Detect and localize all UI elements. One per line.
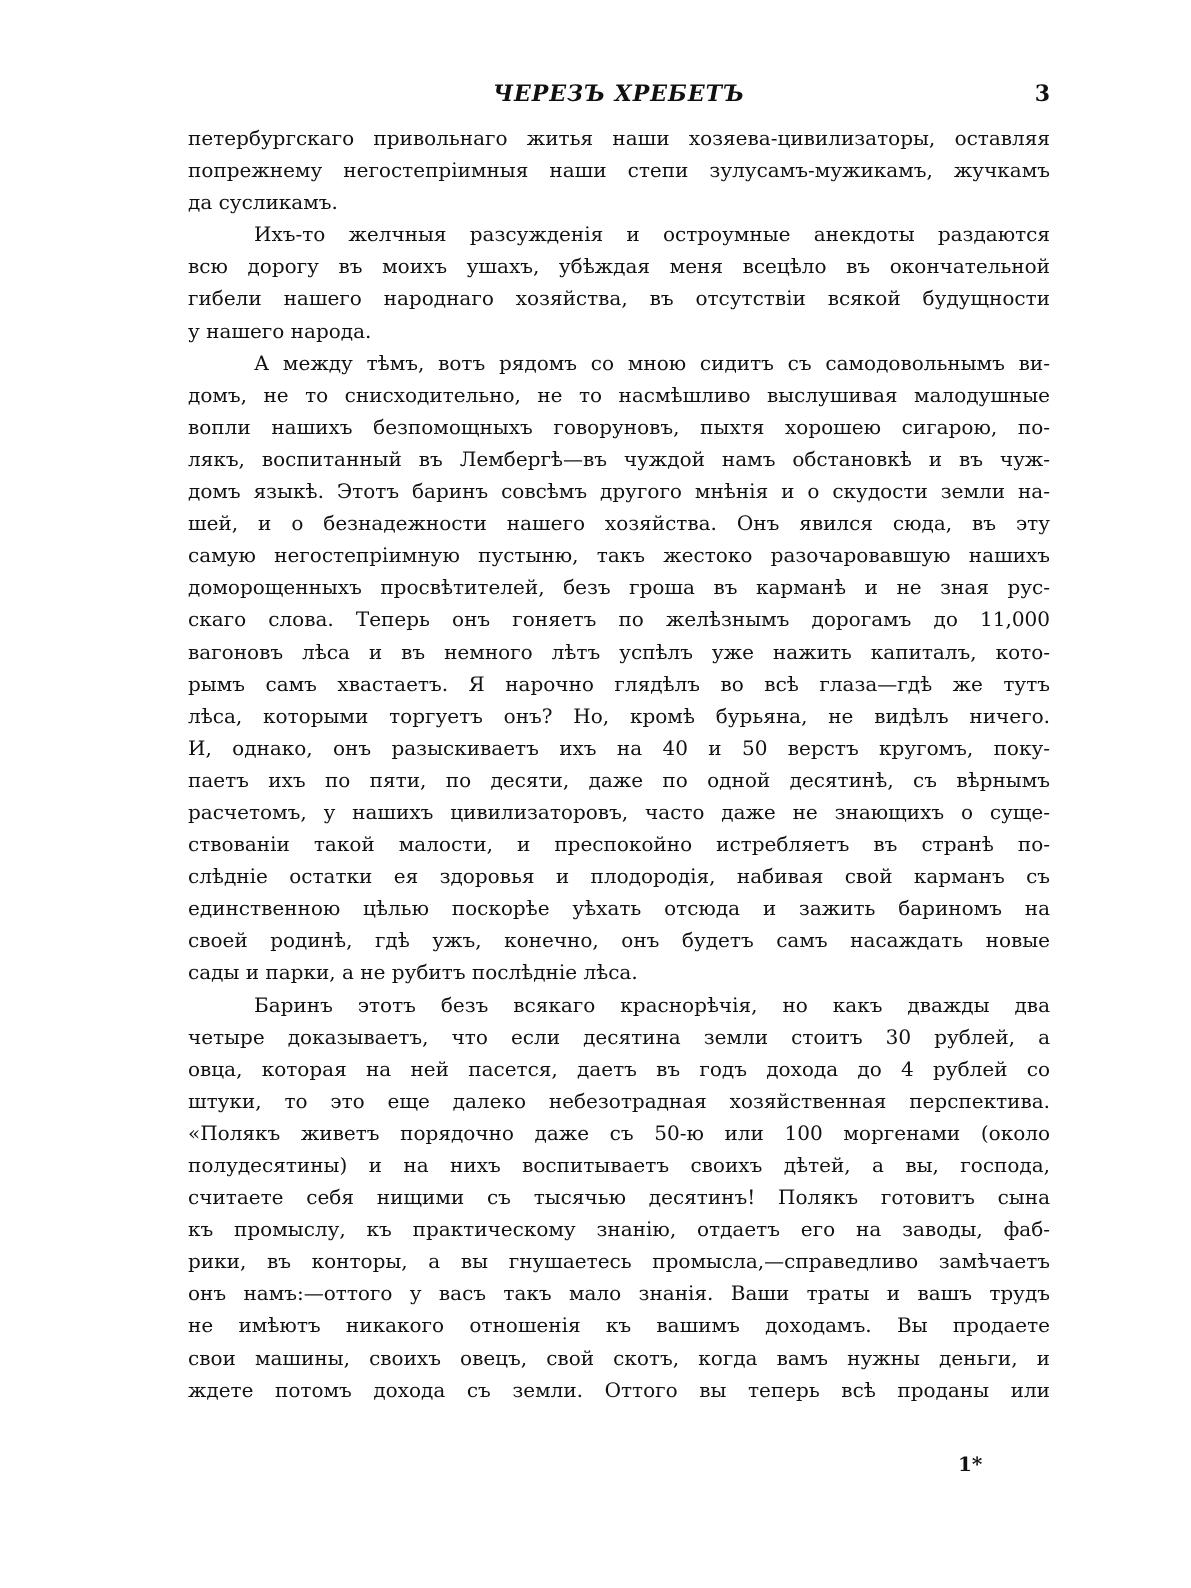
text-line: овца, которая на ней пасется, даетъ въ годъ дохода до 4 рублей со xyxy=(188,1056,1050,1081)
text-line: ждете потомъ дохода съ земли. Оттого вы теперь всѣ проданы или xyxy=(188,1377,1050,1402)
text-line: домъ языкѣ. Этотъ баринъ совсѣмъ другого мнѣнія и о скудости земли на- xyxy=(188,479,1050,504)
paragraph-3 xyxy=(188,347,1050,989)
body-text xyxy=(188,122,1050,1406)
text-line: Баринъ этотъ безъ всякаго краснорѣчія, но какъ дважды два xyxy=(254,992,1050,1017)
text-line: паетъ ихъ по пяти, по десяти, даже по одной десятинѣ, съ вѣрнымъ xyxy=(188,767,1050,792)
text-line: лякъ, воспитанный въ Лембергѣ—въ чуждой намъ обстановкѣ и въ чуж- xyxy=(188,446,1050,471)
text-line: штуки, то это еще далеко небезотрадная хозяйственная перспектива. xyxy=(188,1088,1050,1113)
text-line: слѣдніе остатки ея здоровья и плодородія, набивая свой карманъ съ xyxy=(188,864,1050,889)
text-line: рымъ самъ хвастаетъ. Я нарочно глядѣлъ во всѣ глаза—гдѣ же тутъ xyxy=(188,671,1050,696)
text-line: лѣса, которыми торгуетъ онъ? Но, кромѣ бурьяна, не видѣлъ ничего. xyxy=(188,703,1050,728)
text-line: къ промыслу, къ практическому знанію, отдаетъ его на заводы, фаб- xyxy=(188,1217,1050,1242)
text-line: петербургскаго привольнаго житья наши хозяева-цивилизаторы, оставляя xyxy=(188,126,1050,150)
text-line: самую негостепріимную пустыню, такъ жестоко разочаровавшую нашихъ xyxy=(188,543,1050,568)
page-number: 3 xyxy=(1034,81,1050,107)
text-line: да сусликамъ. xyxy=(188,190,338,215)
text-line: скаго слова. Теперь онъ гоняетъ по желѣзнымъ дорогамъ до 11,000 xyxy=(188,607,1050,632)
text-line: своей родинѣ, гдѣ ужъ, конечно, онъ будетъ самъ насаждать новые xyxy=(188,928,1050,953)
text-line: А между тѣмъ, вотъ рядомъ со мною сидитъ съ самодовольнымъ ви- xyxy=(254,350,1050,375)
text-line: расчетомъ, у нашихъ цивилизаторовъ, часто даже не знающихъ о суще- xyxy=(188,799,1050,824)
text-line: свои машины, своихъ овецъ, свой скотъ, когда вамъ нужны деньги, и xyxy=(188,1345,1050,1370)
text-line: И, однако, онъ разыскиваетъ ихъ на 40 и 50 верстъ кругомъ, поку- xyxy=(188,735,1050,760)
text-line: рики, въ конторы, а вы гнушаетесь промысла,—справедливо замѣчаетъ xyxy=(188,1249,1050,1274)
paragraph-1 xyxy=(188,122,1050,218)
text-line: сады и парки, а не рубитъ послѣдніе лѣса. xyxy=(188,960,638,985)
text-line: ствованіи такой малости, и преспокойно истребляетъ въ странѣ по- xyxy=(188,832,1050,857)
text-line: всю дорогу въ моихъ ушахъ, убѣждая меня всецѣло въ окончательной xyxy=(188,254,1050,279)
text-line: онъ намъ:—оттого у васъ такъ мало знанія. Ваши траты и вашъ трудъ xyxy=(188,1281,1050,1306)
paragraph-4 xyxy=(188,989,1050,1406)
text-line: не имѣютъ никакого отношенія къ вашимъ доходамъ. Вы продаете xyxy=(188,1313,1050,1338)
text-line: полудесятины) и на нихъ воспитываетъ своихъ дѣтей, а вы, господа, xyxy=(188,1153,1050,1177)
text-line: считаете себя нищими съ тысячью десятинъ! Полякъ готовитъ сына xyxy=(188,1185,1050,1210)
text-line: шей, и о безнадежности нашего хозяйства. Онъ явился сюда, въ эту xyxy=(188,511,1050,536)
text-line: доморощенныхъ просвѣтителей, безъ гроша въ карманѣ и не зная рус- xyxy=(188,575,1050,600)
printer-signature-mark: 1* xyxy=(958,1452,983,1476)
text-line: Ихъ-то желчныя разсужденія и остроумные анекдоты раздаются xyxy=(254,222,1050,247)
text-line: гибели нашего народнаго хозяйства, въ отсутствіи всякой будущности xyxy=(188,286,1050,311)
running-head xyxy=(188,78,1050,110)
running-title: ЧЕРЕЗЪ ХРЕБЕТЪ xyxy=(492,81,746,107)
text-line: домъ, не то снисходительно, не то насмѣшливо выслушивая малодушные xyxy=(188,382,1050,407)
paragraph-2 xyxy=(188,218,1050,346)
text-line: у нашего народа. xyxy=(188,318,372,343)
text-line: вагоновъ лѣса и въ немного лѣтъ успѣлъ уже нажить капиталъ, кото- xyxy=(188,639,1050,664)
text-line: четыре доказываетъ, что если десятина земли стоитъ 30 рублей, а xyxy=(188,1024,1050,1049)
text-line: вопли нашихъ безпомощныхъ говоруновъ, пыхтя хорошею сигарою, по- xyxy=(188,414,1050,439)
text-line: «Полякъ живетъ порядочно даже съ 50-ю или 100 моргенами (около xyxy=(188,1120,1050,1145)
text-line: попрежнему негостепріимныя наши степи зулусамъ-мужикамъ, жучкамъ xyxy=(188,158,1050,183)
text-line: единственною цѣлью поскорѣе уѣхать отсюда и зажить бариномъ на xyxy=(188,896,1050,921)
